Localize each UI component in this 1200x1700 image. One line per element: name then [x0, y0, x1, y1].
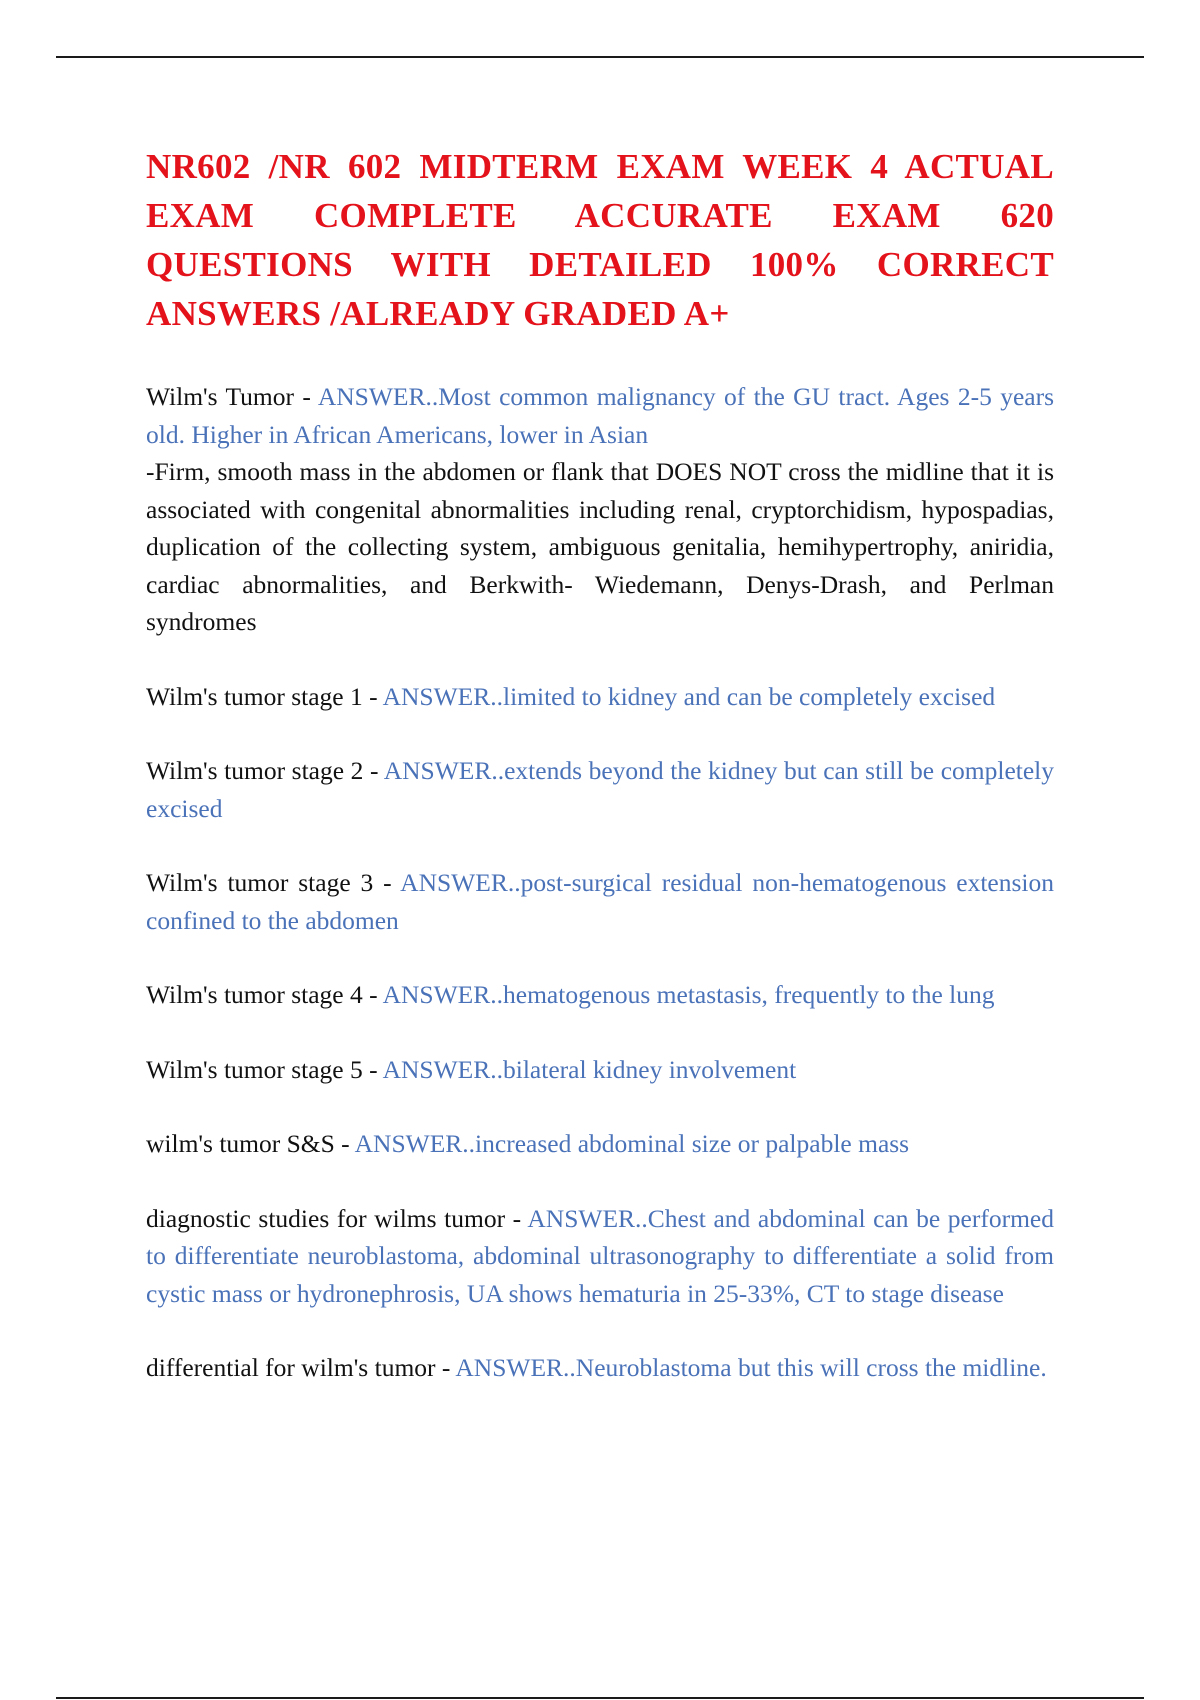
entry-answer: ANSWER..hematogenous metastasis, frequently to the lung: [382, 980, 995, 1009]
top-rule: [56, 56, 1144, 58]
qa-entry-wilms-tumor: [146, 378, 1054, 641]
qa-entry-stage-4: [146, 976, 1054, 1014]
entry-term: differential for wilm's tumor -: [146, 1353, 456, 1382]
qa-entry-stage-1: [146, 678, 1054, 716]
document-title: NR602 /NR 602 MIDTERM EXAM WEEK 4 ACTUAL EXAM COMPLETE ACCURATE EXAM 620 QUESTIONS WITH DETAILED 100% CORRECT ANSWERS /ALREADY GRADED A+: [146, 147, 1054, 333]
entry-extra: -Firm, smooth mass in the abdomen or flank that DOES NOT cross the midline that it is associated with congenital abnormalities including renal, cryptorchidism, hypospadias, duplication of the collecting system, ambiguous genitalia, hemihypertrophy, aniridia, cardiac abnormalities, and Berkwith- Wiedemann, Denys-Drash, and Perlman syndromes: [146, 457, 1054, 636]
entry-term: Wilm's tumor stage 4 -: [146, 980, 383, 1009]
qa-entry-differential: [146, 1349, 1054, 1387]
qa-entry-diagnostic-studies: [146, 1200, 1054, 1313]
qa-entry-stage-2: [146, 752, 1054, 827]
entry-answer: ANSWER..Most common malignancy of the GU tract. Ages 2-5 years old. Higher in African Americans, lower in Asian: [146, 382, 1054, 449]
entry-term: Wilm's tumor stage 1 -: [146, 681, 383, 711]
bottom-rule: [56, 1697, 1144, 1699]
qa-entry-stage-3: [146, 864, 1054, 939]
qa-entry-stage-5: [146, 1051, 1054, 1089]
entry-term: diagnostic studies for wilms tumor -: [146, 1203, 528, 1233]
qa-list: [146, 378, 1054, 1387]
entry-answer: ANSWER..Neuroblastoma but this will cross the midline.: [455, 1353, 1047, 1382]
entry-answer: ANSWER..post-surgical residual non-hematogenous extension confined to the abdomen: [146, 868, 1054, 935]
qa-entry-signs-symptoms: [146, 1125, 1054, 1163]
entry-answer: ANSWER..limited to kidney and can be completely excised: [382, 681, 996, 711]
entry-term: Wilm's tumor stage 3 -: [146, 868, 401, 897]
entry-term: Wilm's tumor stage 2 -: [146, 756, 384, 785]
entry-answer: ANSWER..Chest and abdominal can be performed to differentiate neuroblastoma, abdominal ultrasonography to differentiate a solid from cystic mass or hydronephrosis, UA shows hematuria in 25-33%, CT to stage disease: [146, 1203, 1054, 1308]
entry-term: Wilm's Tumor -: [146, 382, 318, 411]
entry-answer: ANSWER..increased abdominal size or palpable mass: [354, 1129, 910, 1158]
document-body: [146, 142, 1054, 1424]
entry-term: wilm's tumor S&S -: [146, 1129, 355, 1158]
entry-answer: ANSWER..extends beyond the kidney but can still be completely excised: [146, 756, 1055, 823]
entry-answer: ANSWER..bilateral kidney involvement: [382, 1054, 797, 1084]
entry-term: Wilm's tumor stage 5 -: [146, 1054, 383, 1084]
